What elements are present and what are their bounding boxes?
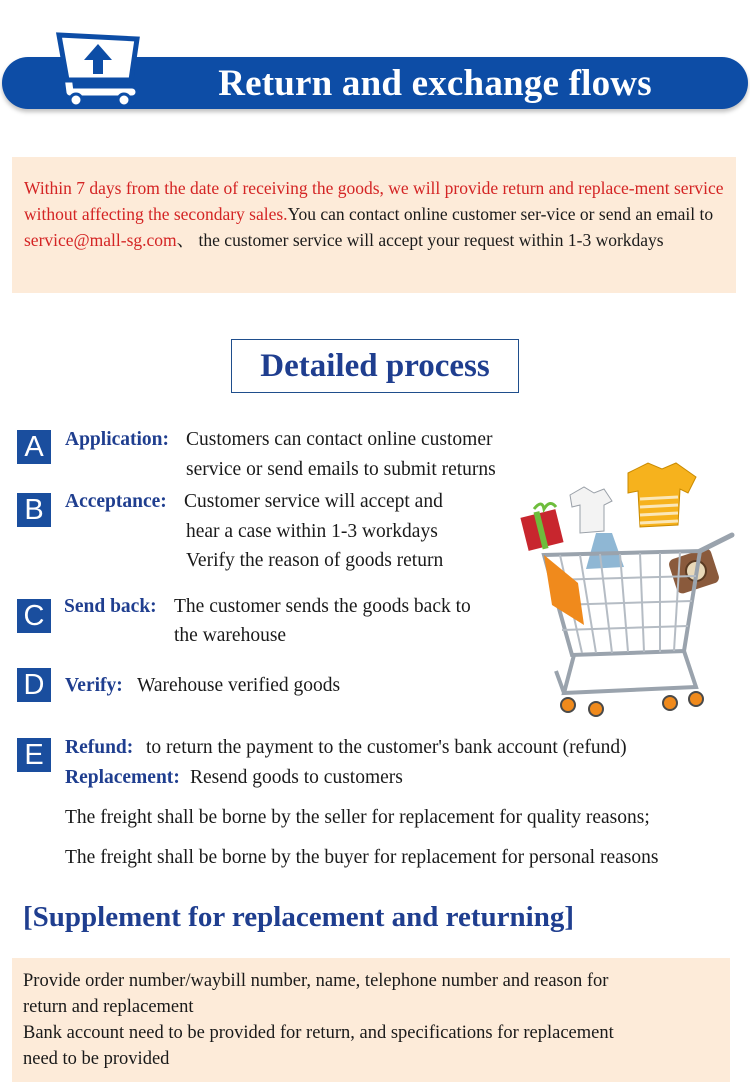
step-b-badge: B bbox=[17, 493, 51, 527]
replacement-label: Replacement bbox=[65, 767, 174, 788]
step-a-label: Application bbox=[65, 429, 163, 450]
step-a bbox=[65, 425, 169, 455]
step-c-line-1: The customer sends the goods back to bbox=[174, 596, 471, 617]
page-title: Return and exchange flows bbox=[218, 62, 652, 104]
step-d-label: Verify bbox=[65, 675, 117, 696]
intro-text-1: You can contact online customer ser-vice or send an email to bbox=[287, 204, 714, 224]
step-a-line-2: service or send emails to submit returns bbox=[186, 459, 496, 480]
step-a-sep: : bbox=[162, 429, 170, 450]
step-b-line-2: hear a case within 1-3 workdays bbox=[186, 521, 438, 542]
step-b-line-1: Customer service will accept and bbox=[184, 491, 443, 512]
service-email-link[interactable]: service@mall-sg.com bbox=[24, 230, 177, 250]
shopping-cart-with-goods-icon bbox=[500, 455, 740, 725]
step-e-badge: E bbox=[17, 738, 51, 772]
replacement-sep: : bbox=[173, 767, 180, 788]
step-d-badge: D bbox=[17, 668, 51, 702]
step-b bbox=[65, 487, 167, 517]
step-d-line-1: Warehouse verified goods bbox=[137, 675, 341, 696]
step-c-badge: C bbox=[17, 599, 51, 633]
step-d bbox=[65, 671, 123, 701]
step-e-label: Refund bbox=[65, 737, 127, 758]
step-b-line-3: Verify the reason of goods return bbox=[186, 550, 444, 571]
supplement-line-1: Provide order number/waybill number, name, telephone number and reason for bbox=[23, 971, 609, 991]
freight-note-personal: The freight shall be borne by the buyer for replacement for personal reasons bbox=[65, 847, 659, 868]
step-a-line-1: Customers can contact online customer bbox=[186, 429, 493, 450]
supplement-line-3: Bank account need to be provided for return, and specifications for replacement bbox=[23, 1023, 614, 1043]
step-b-label: Acceptance bbox=[65, 491, 161, 512]
replacement bbox=[65, 763, 180, 793]
step-c bbox=[64, 592, 157, 622]
detailed-process-title: Detailed process bbox=[231, 339, 519, 393]
supplement-title: [Supplement for replacement and returning] bbox=[23, 901, 574, 933]
step-b-sep: : bbox=[160, 491, 167, 512]
supplement-line-4: need to be provided bbox=[23, 1049, 170, 1069]
supplement-box bbox=[12, 958, 730, 1082]
step-d-sep: : bbox=[116, 675, 123, 696]
step-c-sep: : bbox=[150, 596, 157, 617]
step-e-line-1: to return the payment to the customer's bank account (refund) bbox=[146, 737, 627, 758]
step-a-badge: A bbox=[17, 430, 51, 464]
step-e bbox=[65, 733, 133, 763]
cart-upload-icon bbox=[40, 22, 150, 110]
intro-text-2: 、 the customer service will accept your request within 1-3 workdays bbox=[176, 230, 664, 250]
freight-note-quality: The freight shall be borne by the seller for replacement for quality reasons; bbox=[65, 807, 650, 828]
step-c-label: Send back bbox=[64, 596, 151, 617]
intro-notice bbox=[12, 157, 736, 293]
replacement-text: Resend goods to customers bbox=[190, 767, 403, 788]
supplement-line-2: return and replacement bbox=[23, 997, 194, 1017]
step-e-sep: : bbox=[126, 737, 134, 758]
intro-highlight: Within 7 days from the date of receiving the goods, we will provide return and replace-ment service without affecting the secondary sales. bbox=[24, 178, 724, 224]
step-c-line-2: the warehouse bbox=[174, 625, 287, 646]
